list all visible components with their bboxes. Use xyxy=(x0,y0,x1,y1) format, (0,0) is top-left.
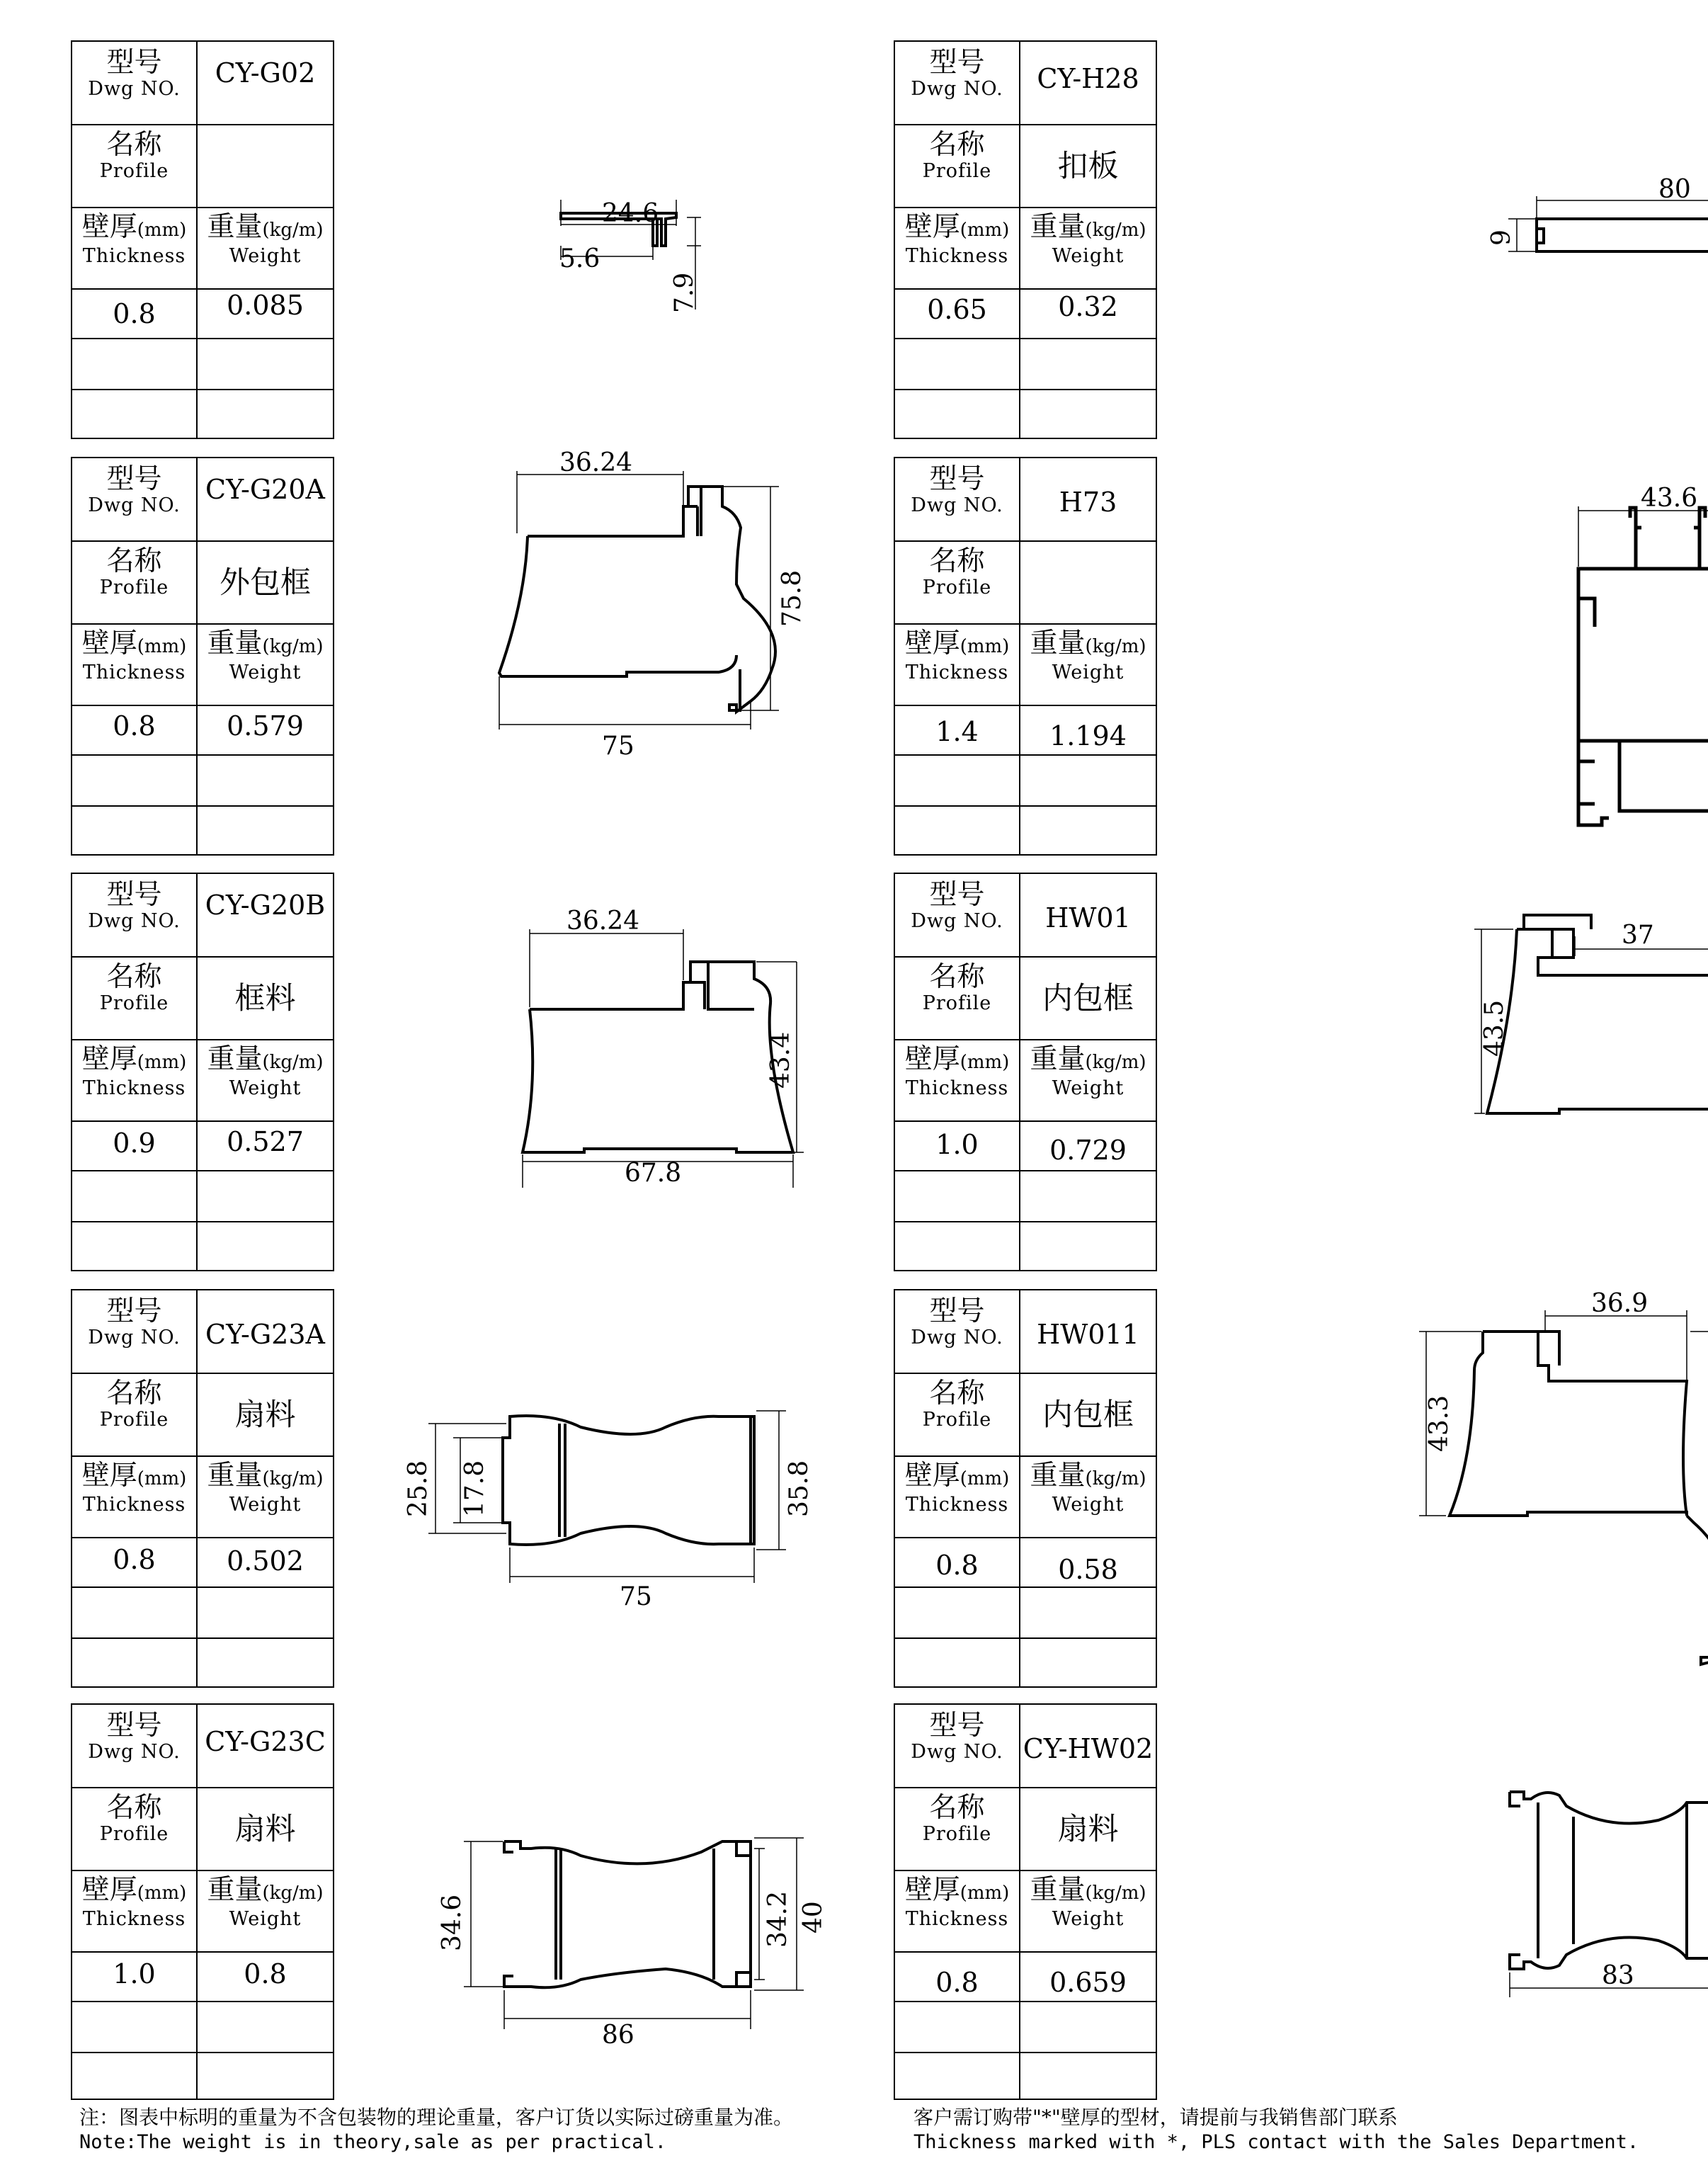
dim-height: 43.4 xyxy=(766,1031,795,1089)
dwg-number: CY-H28 xyxy=(1037,63,1139,94)
dim-height-inner: 43.3 xyxy=(1425,1395,1454,1452)
profile-name: 内包框 xyxy=(1042,1397,1134,1433)
profile-card xyxy=(894,457,1708,857)
dim-width: 83 xyxy=(1602,1961,1634,1990)
profile-card xyxy=(894,1289,1708,1689)
footnote-en: Note:The weight is in theory,sale as per practical. xyxy=(79,2131,667,2153)
dim-height: 75.8 xyxy=(778,569,807,627)
dim-height-right: 35.8 xyxy=(785,1460,814,1517)
dwg-number: CY-G02 xyxy=(215,57,316,89)
dim-width: 43.6 xyxy=(1641,484,1698,513)
spec-table: 型号 Dwg NO. CY-G23C 名称 Profile 扇料 壁厚(mm) Thickness 重量(kg/m) Weight 1.0 0.8 xyxy=(71,1703,334,2100)
thickness-value: 1.0 xyxy=(935,1129,979,1160)
dim-width: 36.9 xyxy=(1591,1289,1649,1318)
profile-card xyxy=(71,448,885,857)
weight-value: 1.194 xyxy=(1049,720,1127,751)
dim-width: 37 xyxy=(1622,921,1654,950)
weight-value: 0.659 xyxy=(1049,1967,1127,1998)
weight-value: 0.8 xyxy=(244,1958,287,1989)
profile-drawing xyxy=(1191,1703,1701,2104)
profile-card xyxy=(71,40,885,441)
profile-drawing xyxy=(1191,40,1701,441)
dim-height-inner: 43.5 xyxy=(1480,999,1509,1057)
thickness-value: 0.8 xyxy=(113,710,156,742)
dim-width: 24.6 xyxy=(602,199,659,228)
weight-value: 0.579 xyxy=(227,710,304,742)
thickness-value: 0.9 xyxy=(113,1128,156,1159)
spec-table: 型号 Dwg NO. H73 名称 Profile 壁厚(mm) Thickness 重量(kg/m) Weight 1.4 1.194 xyxy=(894,457,1157,856)
profile-card xyxy=(71,1703,885,2104)
dwg-number: H73 xyxy=(1059,487,1117,518)
dwg-number: HW011 xyxy=(1037,1319,1139,1350)
profile-drawing xyxy=(368,873,878,1273)
dwg-number: CY-G20B xyxy=(205,890,326,921)
dim-width: 80 xyxy=(1658,175,1691,204)
spec-table: 型号 Dwg NO. CY-G20B 名称 Profile 框料 壁厚(mm) Thickness 重量(kg/m) Weight 0.9 0.527 xyxy=(71,873,334,1271)
dim-width-bottom: 67.8 xyxy=(625,1159,682,1188)
profile-drawing xyxy=(1191,873,1701,1273)
profile-name: 扇料 xyxy=(234,1397,296,1433)
thickness-value: 0.8 xyxy=(935,1967,979,1998)
profile-drawing xyxy=(368,448,878,857)
dwg-label: 型号 xyxy=(106,47,162,79)
dim-height-left: 34.6 xyxy=(438,1894,467,1951)
spec-table: 型号 Dwg NO. CY-G23A 名称 Profile 扇料 壁厚(mm) Thickness 重量(kg/m) Weight 0.8 0.502 xyxy=(71,1289,334,1688)
spec-table: 型号 Dwg NO. HW011 名称 Profile 内包框 壁厚(mm) Thickness 重量(kg/m) Weight 0.8 0.58 xyxy=(894,1289,1157,1688)
footnote-zh: 注：图表中标明的重量为不含包装物的理论重量，客户订货以实际过磅重量为准。 xyxy=(79,2106,794,2129)
spec-table: 型号 Dwg NO. CY-HW02 名称 Profile 扇料 壁厚(mm) Thickness 重量(kg/m) Weight 0.8 0.659 xyxy=(894,1703,1157,2100)
thickness-value: 1.4 xyxy=(935,716,979,747)
dwg-number: CY-G20A xyxy=(205,474,325,505)
profile-name: 框料 xyxy=(234,981,296,1016)
profile-drawing xyxy=(368,1703,878,2104)
profile-name: 扣板 xyxy=(1057,149,1119,184)
profile-drawing xyxy=(368,40,878,441)
dim-height: 7.9 xyxy=(670,272,699,313)
profile-card xyxy=(894,873,1708,1273)
dim-width-bottom: 75 xyxy=(602,732,634,761)
dim-height-outer: 25.8 xyxy=(404,1460,433,1517)
dim-width-top: 36.24 xyxy=(559,448,633,477)
profile-drawing xyxy=(1191,1289,1701,1689)
profile-drawing xyxy=(368,1289,878,1689)
dwg-number: HW01 xyxy=(1045,902,1131,933)
profile-name: 扇料 xyxy=(234,1812,296,1847)
weight-value: 0.32 xyxy=(1058,291,1118,322)
thickness-value: 0.8 xyxy=(935,1550,979,1581)
dim-width: 86 xyxy=(602,2021,634,2050)
thickness-value: 1.0 xyxy=(113,1958,156,1989)
contact-en: Thickness marked with *, PLS contact with the Sales Department. xyxy=(913,2131,1639,2153)
weight-value: 0.58 xyxy=(1058,1554,1118,1585)
spec-table: 型号 Dwg NO. HW01 名称 Profile 内包框 壁厚(mm) Thickness 重量(kg/m) Weight 1.0 0.729 xyxy=(894,873,1157,1271)
weight-label: 重量 xyxy=(207,211,263,243)
dim-width-top: 36.24 xyxy=(567,907,640,936)
profile-card xyxy=(894,1703,1708,2104)
spec-table: 型号 Dwg NO. CY-G20A 名称 Profile 外包框 壁厚(mm) Thickness 重量(kg/m) Weight 0.8 0.579 xyxy=(71,457,334,856)
profile-drawing xyxy=(1191,457,1701,857)
profile-card xyxy=(71,873,885,1273)
spec-table: 型号 Dwg NO. CY-G02 名称 Profile 壁厚(mm) Thickness 重量(kg/m) Weight 0.8 0.085 xyxy=(71,40,334,439)
profile-label: 名称 xyxy=(106,129,162,161)
dim-leg: 5.6 xyxy=(559,244,600,273)
dim-height-right: 40 xyxy=(799,1901,828,1934)
weight-value: 0.502 xyxy=(227,1545,304,1577)
spec-table: 型号 Dwg NO. CY-H28 名称 Profile 扣板 壁厚(mm) Thickness 重量(kg/m) Weight 0.65 0.32 xyxy=(894,40,1157,439)
dim-height-inner: 17.8 xyxy=(460,1460,489,1517)
profile-name: 外包框 xyxy=(220,565,311,601)
thickness-value: 0.8 xyxy=(113,1544,156,1575)
thickness-label: 壁厚 xyxy=(81,211,137,243)
weight-value: 0.527 xyxy=(227,1126,304,1157)
thickness-value: 0.8 xyxy=(113,298,156,329)
profile-name: 内包框 xyxy=(1042,981,1134,1016)
dim-width: 75 xyxy=(620,1582,652,1611)
dim-height: 9 xyxy=(1487,229,1516,246)
dwg-number: CY-G23C xyxy=(205,1726,326,1757)
weight-value: 0.729 xyxy=(1049,1135,1127,1166)
weight-value: 0.085 xyxy=(227,290,304,321)
dim-height-inner: 34.2 xyxy=(763,1890,792,1948)
profile-name: 扇料 xyxy=(1057,1812,1119,1847)
dwg-number: CY-HW02 xyxy=(1023,1733,1154,1764)
dwg-number: CY-G23A xyxy=(205,1319,325,1350)
profile-card xyxy=(894,40,1708,441)
profile-card xyxy=(71,1289,885,1689)
thickness-value: 0.65 xyxy=(927,294,987,325)
contact-zh: 客户需订购带"*"壁厚的型材，请提前与我销售部门联系 xyxy=(913,2106,1398,2129)
